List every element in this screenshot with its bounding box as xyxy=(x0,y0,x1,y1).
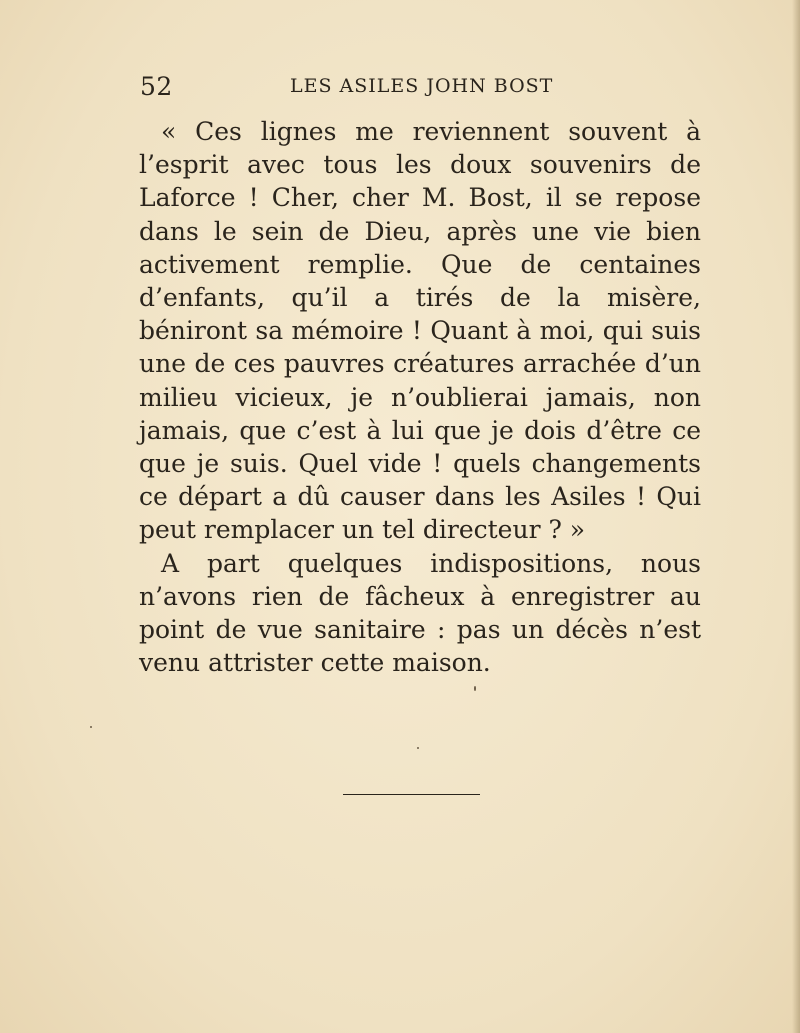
paper-speck xyxy=(90,726,92,728)
page-number: 52 xyxy=(140,72,173,101)
running-head: LES ASILES JOHN BOST xyxy=(290,75,554,97)
paper-speck xyxy=(417,747,419,749)
paper-speck xyxy=(474,686,476,691)
page-header xyxy=(140,72,710,102)
quote-paragraph: « Ces lignes me reviennent souvent à l’esprit avec tous les doux souvenirs de Laforce ! Cher, cher M. Bost, il se repose dans le sein de Dieu, après une vie bien activement remplie. Que de centaines d’enfants, qu’il a tirés de la misère, béniront sa mémoire ! Quant à moi, qui suis une de ces pauvres créatures arrachée d’un milieu vicieux, je n’oublierai jamais, non jamais, que c’est à lui que je dois d’être ce que je suis. Quel vide ! quels changements ce départ a dû causer dans les Asiles ! Qui peut remplacer un tel directeur ? » xyxy=(139,117,701,545)
page-edge-shadow xyxy=(792,0,800,1033)
body-text xyxy=(139,115,701,679)
section-rule xyxy=(343,794,480,795)
health-paragraph: A part quelques indispositions, nous n’avons rien de fâcheux à enregistrer au point de vue sanitaire : pas un décès n’est venu attrister cette maison. xyxy=(139,548,701,678)
